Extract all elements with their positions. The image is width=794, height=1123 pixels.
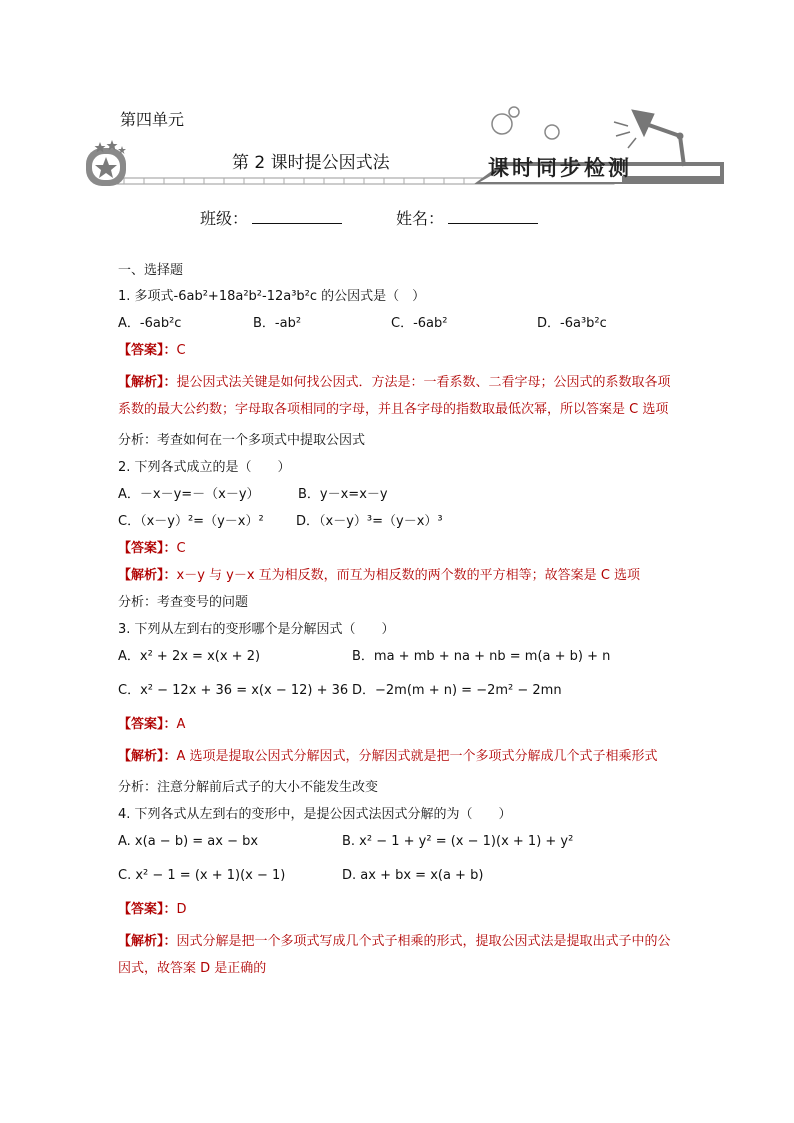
- options-row: [118, 486, 678, 504]
- options-row: [118, 513, 678, 531]
- answer-label: 【答案】：: [118, 541, 177, 556]
- option-d: D. ax + bx = x(a + b): [342, 868, 484, 883]
- analysis-label: 【解析】：: [118, 934, 177, 949]
- analysis-text: 提公因式法关键是如何找公因式．方法是：一看系数、二看字母；公因式的系数取各项系数的最大公约数；字母取各项相同的字母，并且各字母的指数取最低次幂，所以答案是 C 选项: [118, 375, 671, 417]
- answer-value: C: [176, 343, 186, 358]
- analysis-text: 因式分解是把一个多项式写成几个式子相乘的形式，提取公因式法是提取出式子中的公因式，故答案 D 是正确的: [118, 934, 671, 976]
- option-b: B．ma + mb + na + nb = m(a + b) + n: [352, 649, 611, 664]
- section-title: 一、选择题: [118, 263, 184, 278]
- bubble-icon: [492, 114, 512, 134]
- note: 分析：考查变号的问题: [118, 595, 249, 610]
- answer-label: 【答案】：: [118, 343, 177, 358]
- class-field[interactable]: [200, 206, 342, 229]
- answer: [118, 342, 678, 360]
- option-a: A．－x－y=－（x－y）: [118, 487, 260, 502]
- analysis: [118, 567, 678, 585]
- option-b: B．-ab²: [253, 316, 302, 331]
- option-d: D．-6a³b²c: [537, 316, 607, 331]
- answer-value: D: [176, 902, 187, 917]
- question-stem: 2. 下列各式成立的是（ ）: [118, 460, 291, 475]
- options-row: [118, 315, 678, 333]
- answer-label: 【答案】：: [118, 717, 177, 732]
- answer-value: A: [176, 717, 186, 732]
- answer: [118, 716, 678, 734]
- option-c: C．（x－y）²=（y－x）²: [118, 514, 264, 529]
- answer: [118, 901, 678, 919]
- question-3: [118, 621, 678, 797]
- options-row: [118, 682, 678, 700]
- unit-title: 第四单元: [120, 110, 185, 129]
- analysis: [118, 928, 678, 982]
- option-c: C．-6ab²: [391, 316, 448, 331]
- question-stem: 1. 多项式-6ab²+18a²b²-12a³b²c 的公因式是（ ）: [118, 289, 426, 304]
- brand-title: 课时同步检测: [488, 155, 632, 180]
- option-c: C．x² − 12x + 36 = x(x − 12) + 36: [118, 683, 349, 698]
- name-field[interactable]: [396, 206, 538, 229]
- option-a: A. x(a − b) = ax − bx: [118, 834, 259, 849]
- analysis-label: 【解析】：: [118, 568, 177, 583]
- answer-label: 【答案】：: [118, 902, 177, 917]
- answer-value: C: [176, 541, 186, 556]
- class-blank[interactable]: [252, 209, 342, 224]
- option-b: B. x² − 1 + y² = (x − 1)(x + 1) + y²: [342, 834, 574, 849]
- question-2: [118, 459, 678, 612]
- question-1: [118, 288, 678, 450]
- options-row: [118, 648, 678, 666]
- note: 分析：考查如何在一个多项式中提取公因式: [118, 433, 366, 448]
- class-label: 班级：: [200, 209, 249, 228]
- analysis-label: 【解析】：: [118, 749, 177, 764]
- note: 分析：注意分解前后式子的大小不能发生改变: [118, 780, 379, 795]
- option-b: B．y－x=x－y: [298, 487, 388, 502]
- name-blank[interactable]: [448, 209, 538, 224]
- analysis-label: 【解析】：: [118, 375, 177, 390]
- star-badge-icon: [86, 140, 126, 186]
- question-4: [118, 806, 678, 982]
- options-row: [118, 833, 678, 851]
- option-a: A．-6ab²c: [118, 316, 182, 331]
- question-stem: 4. 下列各式从左到右的变形中，是提公因式法因式分解的为（ ）: [118, 807, 512, 822]
- lesson-title: 第 2 课时提公因式法: [232, 153, 390, 173]
- name-label: 姓名：: [396, 209, 445, 228]
- answer: [118, 540, 678, 558]
- question-stem: 3. 下列从左到右的变形哪个是分解因式（ ）: [118, 622, 395, 637]
- analysis: [118, 369, 678, 423]
- option-c: C. x² − 1 = (x + 1)(x − 1): [118, 868, 286, 883]
- option-d: D．（x－y）³=（y－x）³: [296, 514, 443, 529]
- worksheet-content: [118, 262, 678, 991]
- options-row: [118, 867, 678, 885]
- analysis-text: x－y 与 y－x 互为相反数，而互为相反数的两个数的平方相等；故答案是 C 选项: [176, 568, 641, 583]
- option-d: D．−2m(m + n) = −2m² − 2mn: [352, 683, 562, 698]
- analysis-text: A 选项是提取公因式分解因式，分解因式就是把一个多项式分解成几个式子相乘形式: [176, 749, 658, 764]
- analysis: [118, 743, 678, 770]
- option-a: A．x² + 2x = x(x + 2): [118, 649, 261, 664]
